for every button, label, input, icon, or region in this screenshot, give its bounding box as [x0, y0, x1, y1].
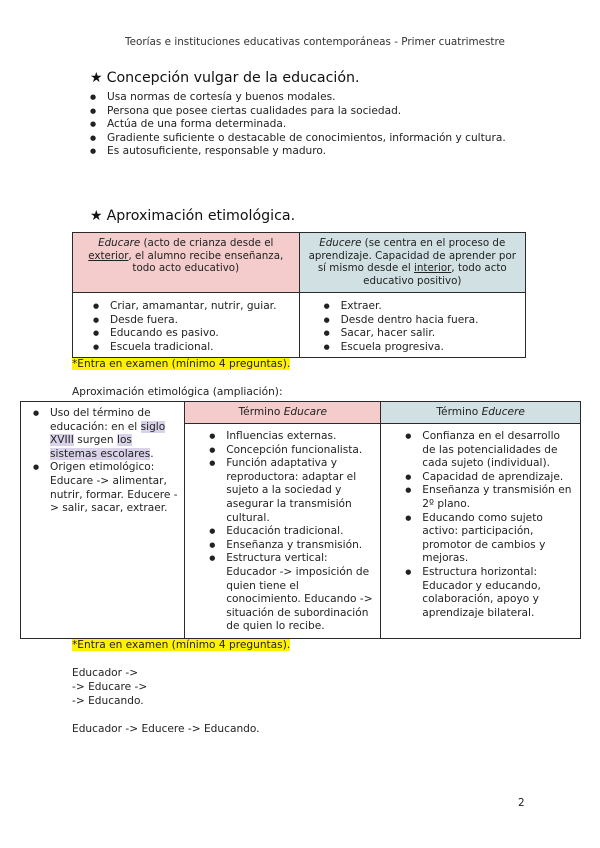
list-item: ● Escuela progresiva. [324, 341, 519, 355]
page-number: 2 [518, 797, 525, 809]
list-item: ● Enseñanza y transmisión en 2º plano. [405, 484, 574, 511]
origin-list [33, 407, 178, 516]
section-title-text: Concepción vulgar de la educación. [106, 70, 360, 86]
header-text: , el alumno recibe enseñanza, todo acto educativo) [128, 249, 284, 275]
origin-cell [21, 402, 185, 639]
educere-items-cell [299, 293, 525, 358]
item-text: . [150, 447, 154, 460]
educere-term: Educere [481, 406, 525, 419]
list-item: ● Es autosuficiente, responsable y maduro. [90, 145, 510, 159]
flow-summary: Educador -> Educere -> Educando. [72, 723, 260, 735]
educare-term: Educare [98, 237, 141, 249]
ampliacion-title: Aproximación etimológica (ampliación): [72, 386, 283, 398]
list-item: ● Concepción funcionalista. [209, 444, 374, 458]
exam-note [72, 357, 290, 371]
list-item: ● Confianza en el desarrollo de las potencialidades de cada sujeto (individual). [405, 430, 574, 471]
educare-details-list [209, 430, 374, 634]
list-item: ● Sacar, hacer salir. [324, 327, 519, 341]
item-text: surgen [73, 434, 117, 447]
list-item: ● Desde dentro hacia fuera. [324, 314, 519, 328]
list-item: ● Usa normas de cortesía y buenos modales. [90, 91, 510, 105]
exam-note-text: *Entra en examen (mínimo 4 preguntas). [72, 639, 291, 651]
educare-term: Educare [283, 406, 328, 419]
list-item: ● Educando es pasivo. [93, 327, 293, 341]
star-icon: ★ [90, 70, 103, 86]
header-text: , todo acto educativo positivo) [363, 262, 507, 287]
list-item: ● Enseñanza y transmisión. [209, 539, 374, 553]
flow-line: -> Educare -> [72, 681, 148, 693]
star-icon: ★ [90, 208, 103, 224]
list-item: ● Persona que posee ciertas cualidades para la sociedad. [90, 105, 510, 119]
flow-line: -> Educando. [72, 695, 144, 707]
header-text: (acto de crianza desde el [140, 237, 274, 249]
ampliacion-table [20, 401, 581, 639]
flow-block [72, 666, 147, 708]
educare-list [93, 300, 293, 354]
exam-note-text: *Entra en examen (mínimo 4 preguntas). [72, 358, 291, 370]
exam-note [72, 638, 290, 652]
list-item: ● Influencias externas. [209, 430, 374, 444]
list-item: ● Estructura vertical: Educador -> imposición de quien tiene el conocimiento. Educando -> situación de subordinación de quien lo recibe. [209, 552, 374, 634]
educere-term: Educere [319, 237, 362, 249]
header-text: Término [436, 406, 482, 419]
list-item: ● Educando como sujeto activo: participación, promotor de cambios y mejoras. [405, 512, 574, 566]
educere-details-cell [381, 424, 581, 639]
list-item: ● Criar, amamantar, nutrir, guiar. [93, 300, 293, 314]
list-item: ● Escuela tradicional. [93, 341, 293, 355]
list-item: ● Desde fuera. [93, 314, 293, 328]
list-item: ● Educación tradicional. [209, 525, 374, 539]
highlighted-text: siglo XVIII [50, 420, 166, 447]
list-item: ● Extraer. [324, 300, 519, 314]
educere-column-header [381, 402, 581, 424]
header-text: Término [238, 406, 284, 419]
list-item: ● Estructura horizontal: Educador y educando, colaboración, apoyo y aprendizaje bilateral. [405, 566, 574, 620]
list-item: ● Función adaptativa y reproductora: adaptar el sujeto a la sociedad y asegurar la transmisión cultural. [209, 457, 374, 525]
underlined-word: exterior [88, 249, 129, 262]
header-text: (se centra en el proceso de aprendizaje. Capacidad de aprender por sí mismo desde el [308, 237, 516, 275]
section-title-text: Aproximación etimológica. [106, 208, 296, 224]
section-title-aproximacion [90, 208, 295, 224]
list-item: ● Origen etimológico: Educare -> alimentar, nutrir, formar. Educere -> salir, sacar, extraer. [33, 461, 178, 515]
underlined-word: interior [414, 262, 452, 275]
list-item: ● Capacidad de aprendizaje. [405, 471, 574, 485]
page-header: Teorías e instituciones educativas contemporáneas - Primer cuatrimestre [125, 36, 505, 48]
etymology-table [72, 232, 526, 358]
list-item: ● Gradiente suficiente o destacable de conocimientos, información y cultura. [90, 132, 510, 146]
educere-header-cell [299, 233, 525, 293]
educare-details-cell [185, 424, 381, 639]
educare-column-header [185, 402, 381, 424]
educare-header-cell [73, 233, 300, 293]
educere-details-list [405, 430, 574, 620]
highlighted-text: los sistemas escolares [50, 434, 151, 460]
list-item [33, 407, 178, 461]
list-item: ● Actúa de una forma determinada. [90, 118, 510, 132]
section-title-concepcion [90, 70, 360, 86]
educare-items-cell [73, 293, 300, 358]
educere-list [324, 300, 519, 354]
item-text: Uso del término de educación: en el [50, 407, 151, 433]
flow-line: Educador -> [72, 667, 139, 679]
concepcion-list [90, 91, 510, 159]
